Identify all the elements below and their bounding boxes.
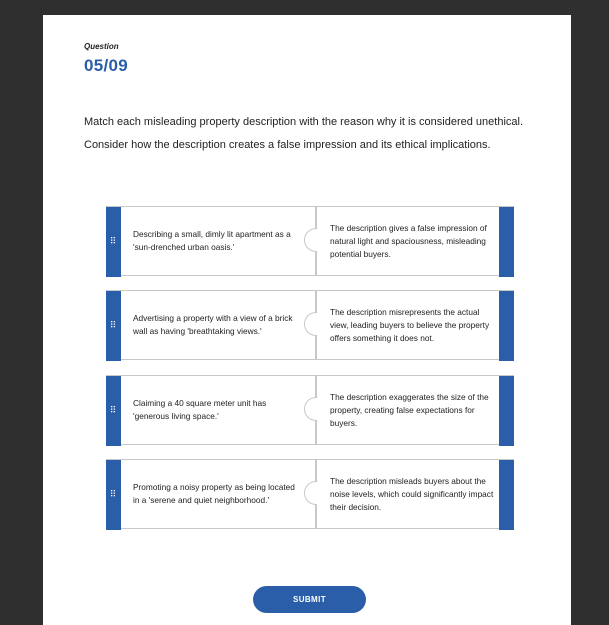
drag-handle[interactable] xyxy=(106,460,121,530)
reason-edge-bar xyxy=(499,376,514,446)
reason-card xyxy=(316,206,514,276)
draggable-statement-card[interactable] xyxy=(106,459,316,529)
match-pair xyxy=(106,206,514,276)
match-pair xyxy=(106,375,514,445)
reason-card xyxy=(316,375,514,445)
drag-handle-icon: ⠿ xyxy=(109,489,118,500)
drag-handle[interactable] xyxy=(106,207,121,277)
reason-text: The description exaggerates the size of the property, creating false expectations for buyers. xyxy=(330,391,489,428)
statement-text: Advertising a property with a view of a brick wall as having 'breathtaking views.' xyxy=(133,313,293,336)
question-prompt: Match each misleading property description with the reason why it is considered unethical. Consider how the description creates a false impression and its ethical implications. xyxy=(84,116,524,151)
drag-handle[interactable] xyxy=(106,291,121,361)
reason-card xyxy=(316,290,514,360)
draggable-statement-card[interactable] xyxy=(106,206,316,276)
draggable-statement-card[interactable] xyxy=(106,290,316,360)
statement-text: Claiming a 40 square meter unit has 'generous living space.' xyxy=(133,398,267,421)
reason-edge-bar xyxy=(499,460,514,530)
submit-button[interactable]: SUBMIT xyxy=(253,586,366,613)
drag-handle-icon: ⠿ xyxy=(109,236,118,247)
reason-text: The description gives a false impression of natural light and spaciousness, misleading potential buyers. xyxy=(330,222,487,259)
question-number: 05/09 xyxy=(84,56,129,75)
reason-edge-bar xyxy=(499,207,514,277)
drag-handle[interactable] xyxy=(106,376,121,446)
statement-text: Describing a small, dimly lit apartment as a 'sun-drenched urban oasis.' xyxy=(133,229,291,252)
question-label: Question xyxy=(84,42,119,51)
drag-handle-icon: ⠿ xyxy=(109,405,118,416)
drag-handle-icon: ⠿ xyxy=(109,320,118,331)
match-pair xyxy=(106,290,514,360)
reason-text: The description misleads buyers about the noise levels, which could significantly impact their decision. xyxy=(330,475,494,512)
reason-edge-bar xyxy=(499,291,514,361)
reason-card xyxy=(316,459,514,529)
question-page xyxy=(43,15,571,625)
match-pair xyxy=(106,459,514,529)
draggable-statement-card[interactable] xyxy=(106,375,316,445)
statement-text: Promoting a noisy property as being located in a 'serene and quiet neighborhood.' xyxy=(133,482,295,505)
reason-text: The description misrepresents the actual view, leading buyers to believe the property offers something it does not. xyxy=(330,306,490,343)
